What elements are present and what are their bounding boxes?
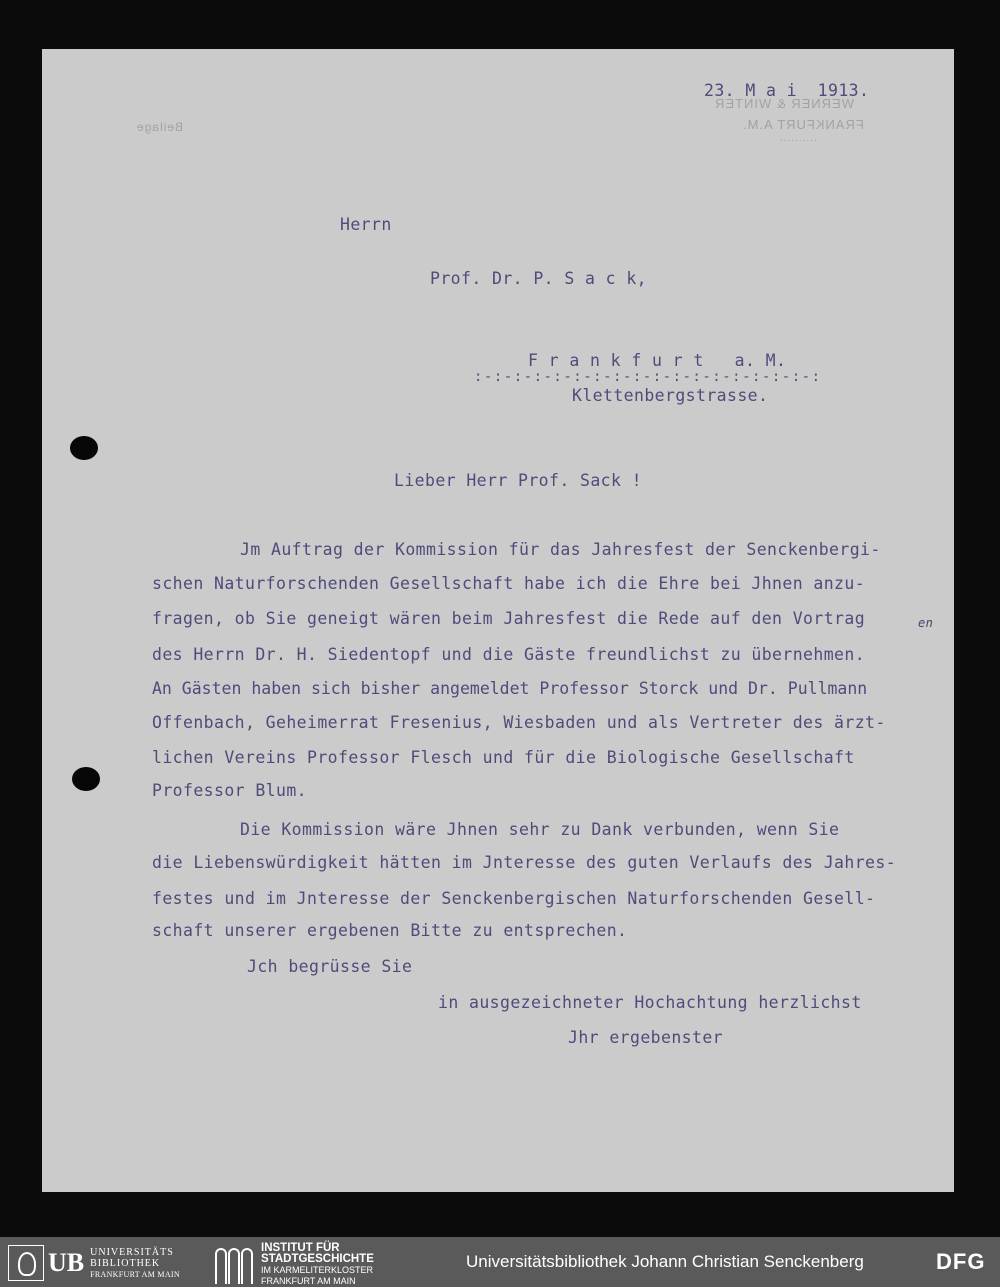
isg-line-1: INSTITUT FÜR xyxy=(261,1242,340,1254)
isg-line-2: STADTGESCHICHTE xyxy=(261,1253,374,1265)
ub-line-2: BIBLIOTHEK xyxy=(90,1257,161,1269)
body-line: An Gästen haben sich bisher angemeldet Professor Storck und Dr. Pullmann xyxy=(152,679,868,698)
library-name: Universitätsbibliothek Johann Christian Senckenberg xyxy=(466,1252,864,1271)
letter-page xyxy=(42,49,954,1192)
letter-date: 23. M a i 1913. xyxy=(704,81,870,100)
arches-icon xyxy=(215,1246,253,1284)
isg-line-4: FRANKFURT AM MAIN xyxy=(261,1276,356,1286)
closing-signoff: Jhr ergebenster xyxy=(568,1028,724,1047)
stamp-beilage: Beilage xyxy=(136,120,184,134)
isg-logo[interactable] xyxy=(215,1243,374,1287)
stamp-dots: .......... xyxy=(780,133,818,144)
body-line: die Liebenswürdigkeit hätten im Jnteresse des guten Verlaufs des Jahres- xyxy=(152,853,897,872)
ub-logo-text xyxy=(90,1247,180,1280)
body-line: Professor Blum. xyxy=(152,781,308,800)
stamp-firm-city: FRANKFURT A.M. xyxy=(742,117,864,132)
punch-hole-upper xyxy=(70,436,98,460)
salutation-herrn: Herrn xyxy=(340,215,392,234)
ub-logo-mark: UB xyxy=(48,1248,85,1277)
ub-line-1: UNIVERSITÄTS xyxy=(90,1246,174,1258)
isg-logo-text xyxy=(261,1243,374,1287)
dash-line: :-:-:-:-:-:-:-:-:-:-:-:-:-:-:-:-:-: xyxy=(474,369,822,385)
stamp-firm-name: WERNER & WINTER xyxy=(714,96,854,111)
punch-hole-lower xyxy=(72,767,100,791)
portrait-icon xyxy=(8,1245,44,1281)
body-line: fragen, ob Sie geneigt wären beim Jahresfest die Rede auf den Vortrag xyxy=(152,609,866,628)
body-line: Offenbach, Geheimerrat Fresenius, Wiesbaden und als Vertreter des ärzt- xyxy=(152,713,886,732)
body-line: lichen Vereins Professor Flesch und für die Biologische Gesellschaft xyxy=(152,748,855,767)
body-line: Jm Auftrag der Kommission für das Jahresfest der Senckenbergi- xyxy=(240,540,881,559)
closing-greeting: Jch begrüsse Sie xyxy=(247,957,413,976)
footer-bar xyxy=(0,1237,1000,1287)
body-line: des Herrn Dr. H. Siedentopf und die Gäste freundlichst zu übernehmen. xyxy=(152,645,866,664)
greeting: Lieber Herr Prof. Sack ! xyxy=(394,471,643,490)
ub-logo[interactable] xyxy=(8,1245,180,1281)
body-line: schen Naturforschenden Gesellschaft habe ich die Ehre bei Jhnen anzu- xyxy=(152,574,866,593)
recipient-street: Klettenbergstrasse. xyxy=(572,386,769,405)
handwritten-correction: en xyxy=(918,616,934,630)
ub-line-3: FRANKFURT AM MAIN xyxy=(90,1269,180,1279)
body-line: festes und im Jnteresse der Senckenbergischen Naturforschenden Gesell- xyxy=(152,889,876,908)
dfg-logo[interactable]: DFG xyxy=(936,1249,986,1274)
body-line: Die Kommission wäre Jhnen sehr zu Dank verbunden, wenn Sie xyxy=(240,820,840,839)
recipient-name: Prof. Dr. P. S a c k, xyxy=(430,269,648,288)
isg-line-3: IM KARMELITERKLOSTER xyxy=(261,1265,374,1275)
recipient-city: F r a n k f u r t a. M. xyxy=(528,351,787,370)
closing-regards: in ausgezeichneter Hochachtung herzlichst xyxy=(438,993,862,1012)
body-line: schaft unserer ergebenen Bitte zu entsprechen. xyxy=(152,921,628,940)
